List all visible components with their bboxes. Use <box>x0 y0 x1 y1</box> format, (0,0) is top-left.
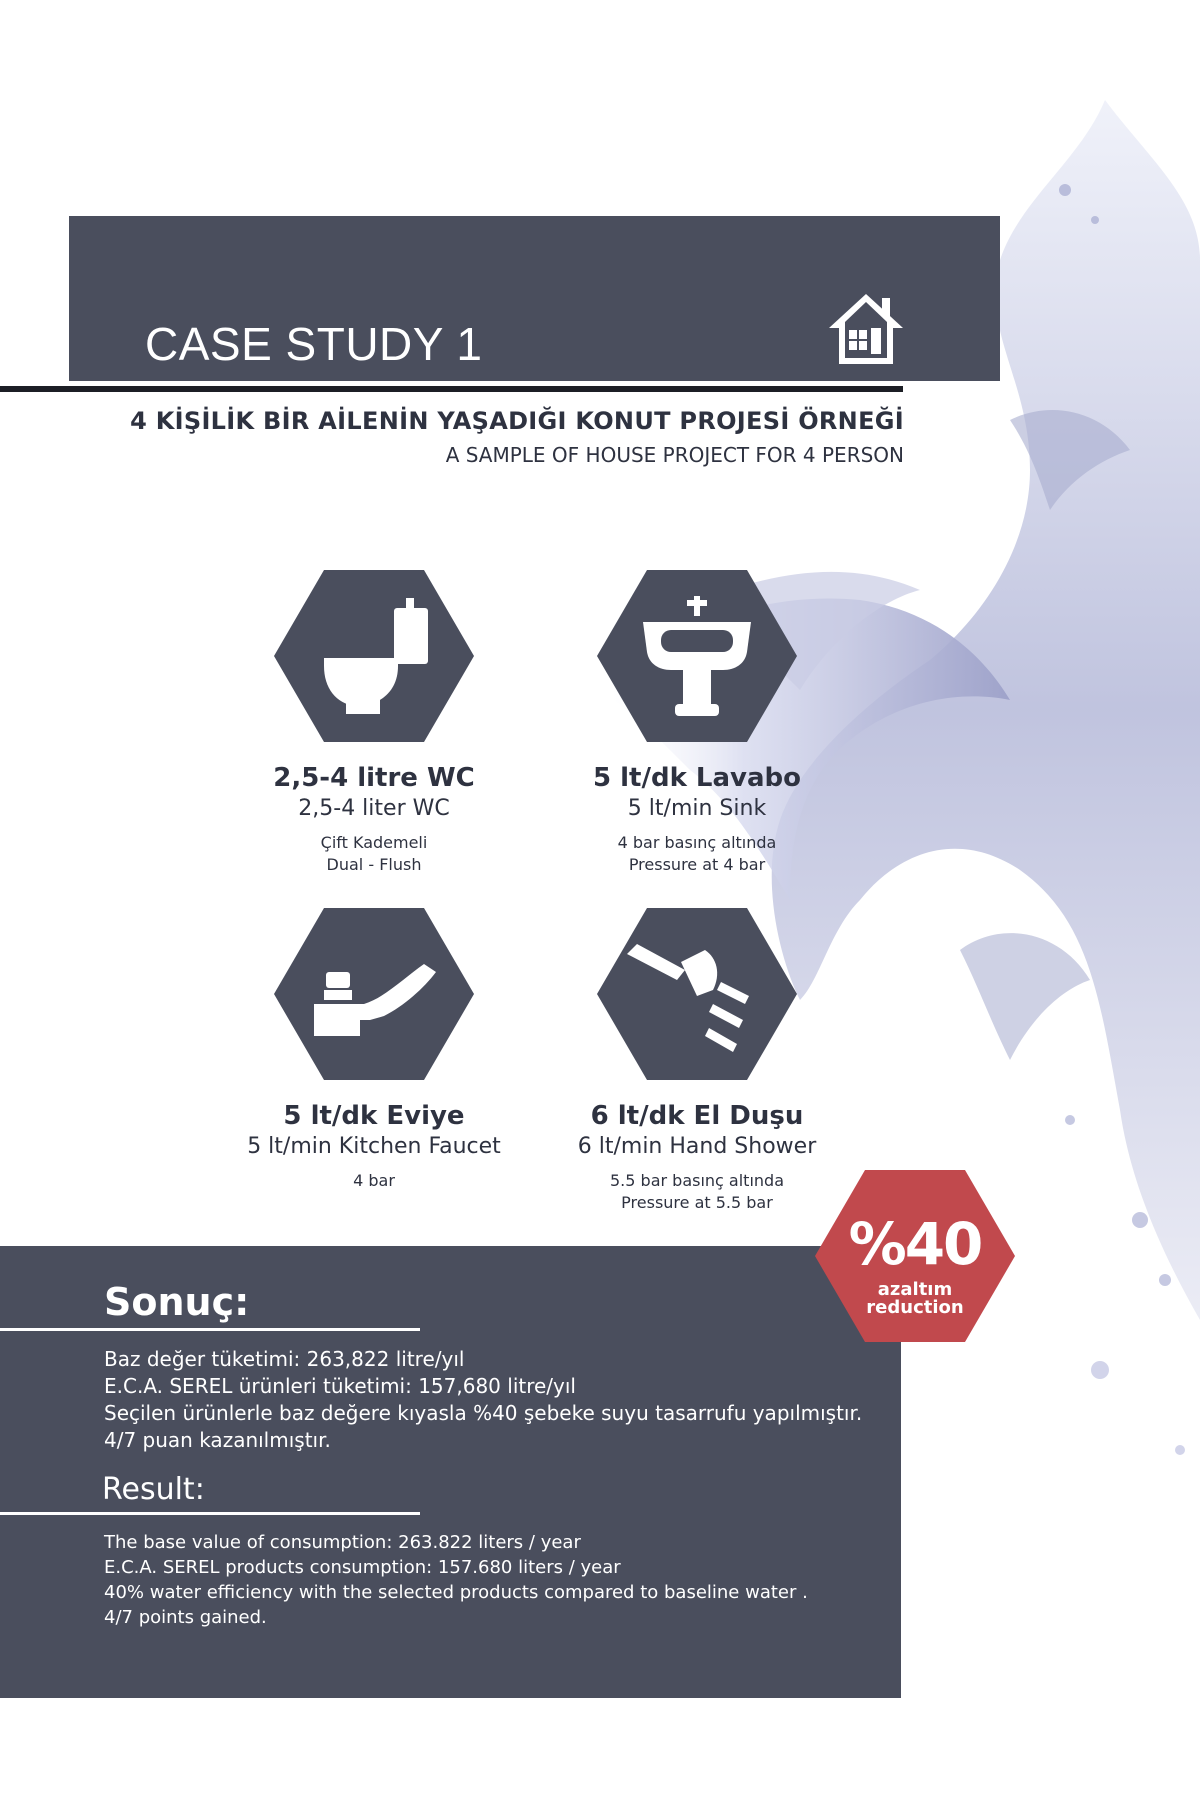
fixture-note: 4 bar basınç altında <box>617 833 777 852</box>
fixture-title: 5 lt/dk Eviye <box>283 1101 465 1131</box>
fixture-note: 4 bar <box>353 1171 395 1190</box>
subtitle-english: A SAMPLE OF HOUSE PROJECT FOR 4 PERSON <box>445 443 904 467</box>
fixture-note: Dual - Flush <box>326 855 422 874</box>
fixture-note: 5.5 bar basınç altında <box>610 1171 784 1190</box>
sink-icon <box>597 570 797 742</box>
fixture-title: 6 lt/dk El Duşu <box>590 1101 804 1131</box>
result-title-turkish: Sonuç: <box>104 1280 250 1324</box>
result-line: 4/7 points gained. <box>104 1607 267 1628</box>
page-title: CASE STUDY 1 <box>145 318 483 370</box>
fixture-subtitle: 5 lt/min Sink <box>627 796 767 821</box>
result-line: E.C.A. SEREL ürünleri tüketimi: 157,680 litre/yıl <box>104 1374 576 1398</box>
result-text-turkish <box>104 1346 862 1454</box>
reduction-badge-text <box>815 1170 1015 1342</box>
reduction-label-english: reduction <box>866 1297 964 1318</box>
reduction-percent: %40 <box>848 1210 982 1278</box>
house-icon <box>825 288 907 368</box>
kitchen-faucet-icon <box>274 908 474 1080</box>
fixture-note: Çift Kademeli <box>320 833 428 852</box>
toilet-icon <box>274 570 474 742</box>
header-rule <box>0 386 903 392</box>
result-title-rule <box>0 1512 420 1515</box>
result-line: 4/7 puan kazanılmıştır. <box>104 1428 331 1452</box>
result-title-english: Result: <box>102 1472 205 1507</box>
result-line: E.C.A. SEREL products consumption: 157.680 liters / year <box>104 1557 621 1578</box>
result-line: Seçilen ürünlerle baz değere kıyasla %40 şebeke suyu tasarrufu yapılmıştır. <box>104 1401 863 1425</box>
result-text-english <box>104 1530 808 1630</box>
fixture-sink <box>532 570 862 876</box>
fixture-kitchen-faucet <box>209 908 539 1192</box>
reduction-label-turkish: azaltım <box>877 1279 953 1300</box>
fixture-wc <box>209 570 539 876</box>
result-panel <box>0 1246 901 1698</box>
fixture-subtitle: 5 lt/min Kitchen Faucet <box>247 1134 501 1159</box>
subtitle-turkish: 4 KİŞİLİK BİR AİLENİN YAŞADIĞI KONUT PROJESİ ÖRNEĞİ <box>130 407 904 435</box>
fixture-note: Pressure at 4 bar <box>628 855 766 874</box>
fixture-hand-shower <box>532 908 862 1214</box>
fixture-note: Pressure at 5.5 bar <box>621 1193 773 1212</box>
result-line: Baz değer tüketimi: 263,822 litre/yıl <box>104 1347 465 1371</box>
result-title-rule <box>0 1328 420 1331</box>
fixture-title: 5 lt/dk Lavabo <box>592 763 801 793</box>
hand-shower-icon <box>597 908 797 1080</box>
fixture-title: 2,5-4 litre WC <box>273 763 475 793</box>
header-band <box>69 216 1000 381</box>
fixture-subtitle: 6 lt/min Hand Shower <box>577 1134 817 1159</box>
result-line: The base value of consumption: 263.822 liters / year <box>104 1532 581 1553</box>
fixture-subtitle: 2,5-4 liter WC <box>298 796 450 821</box>
result-line: 40% water efficiency with the selected products compared to baseline water . <box>104 1582 808 1603</box>
